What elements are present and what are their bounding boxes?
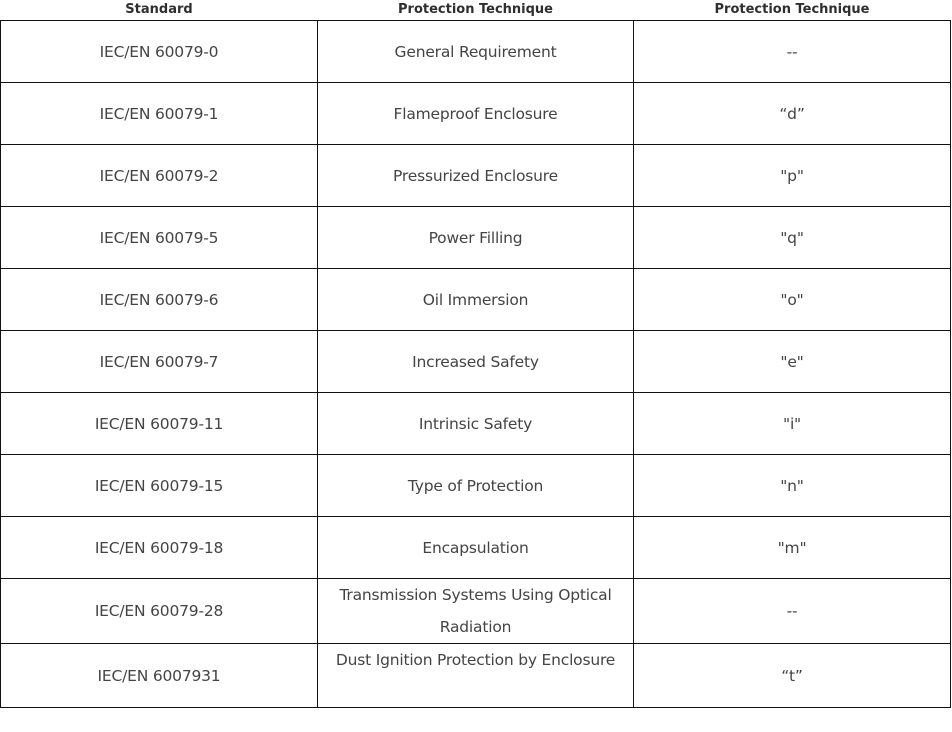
- cell-standard: IEC/EN 60079-5: [1, 207, 318, 269]
- cell-technique: General Requirement: [318, 21, 634, 83]
- cell-code: "p": [634, 145, 951, 207]
- table-row: [1, 21, 951, 83]
- cell-technique: Dust Ignition Protection by Enclosure: [318, 644, 634, 708]
- table-row: [1, 393, 951, 455]
- cell-code: “t”: [634, 644, 951, 708]
- cell-technique: Flameproof Enclosure: [318, 83, 634, 145]
- table-row: [1, 207, 951, 269]
- cell-standard: IEC/EN 60079-28: [1, 579, 318, 644]
- table-row: [1, 455, 951, 517]
- cell-technique: Encapsulation: [318, 517, 634, 579]
- header-row: [1, 0, 951, 21]
- table-row: [1, 517, 951, 579]
- table-row: [1, 644, 951, 708]
- table-row: [1, 145, 951, 207]
- cell-standard: IEC/EN 60079-0: [1, 21, 318, 83]
- cell-code: "q": [634, 207, 951, 269]
- cell-code: "o": [634, 269, 951, 331]
- table-body: [1, 21, 951, 708]
- table-row: [1, 269, 951, 331]
- cell-standard: IEC/EN 60079-18: [1, 517, 318, 579]
- cell-technique: Type of Protection: [318, 455, 634, 517]
- cell-standard: IEC/EN 60079-7: [1, 331, 318, 393]
- cell-standard: IEC/EN 60079-6: [1, 269, 318, 331]
- cell-technique: Transmission Systems Using Optical Radiation: [318, 579, 634, 644]
- cell-code: --: [634, 579, 951, 644]
- cell-technique: Pressurized Enclosure: [318, 145, 634, 207]
- cell-code: “d”: [634, 83, 951, 145]
- cell-standard: IEC/EN 6007931: [1, 644, 318, 708]
- cell-code: "m": [634, 517, 951, 579]
- header-protection-technique: Protection Technique: [318, 0, 634, 21]
- header-standard: Standard: [1, 0, 318, 21]
- cell-code: "e": [634, 331, 951, 393]
- cell-standard: IEC/EN 60079-11: [1, 393, 318, 455]
- header-protection-technique-code: Protection Technique: [634, 0, 951, 21]
- cell-code: "n": [634, 455, 951, 517]
- table-row: [1, 83, 951, 145]
- table-row: [1, 331, 951, 393]
- cell-code: --: [634, 21, 951, 83]
- table-header: [1, 0, 951, 21]
- cell-technique: Oil Immersion: [318, 269, 634, 331]
- cell-standard: IEC/EN 60079-2: [1, 145, 318, 207]
- cell-technique: Increased Safety: [318, 331, 634, 393]
- cell-technique: Intrinsic Safety: [318, 393, 634, 455]
- cell-standard: IEC/EN 60079-1: [1, 83, 318, 145]
- cell-code: "i": [634, 393, 951, 455]
- table-row: [1, 579, 951, 644]
- cell-standard: IEC/EN 60079-15: [1, 455, 318, 517]
- cell-technique: Power Filling: [318, 207, 634, 269]
